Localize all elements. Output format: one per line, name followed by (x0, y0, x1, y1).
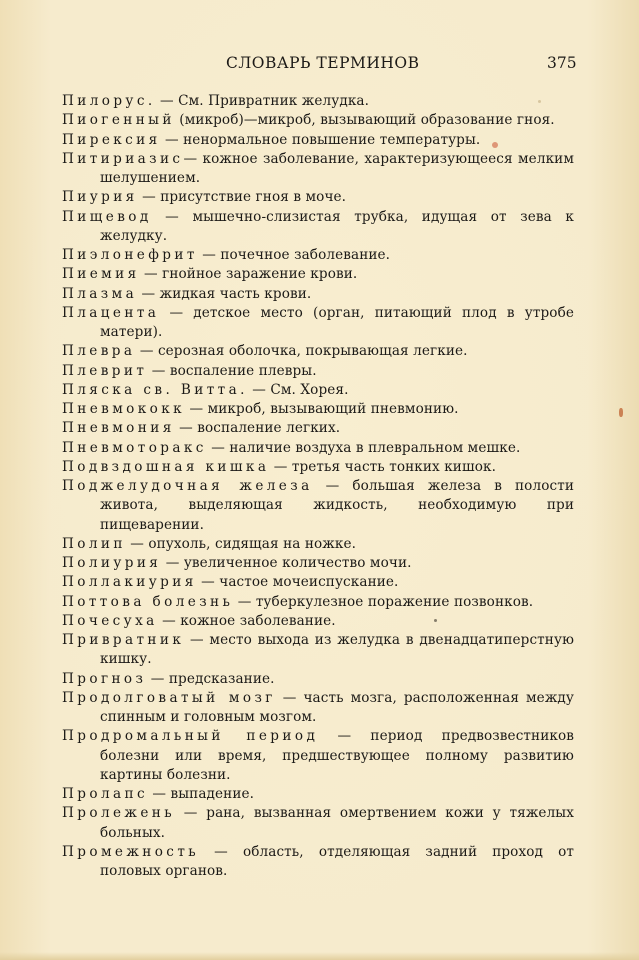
entry-term: Пляска св. Витта. (62, 381, 248, 398)
entry-definition: — часть мозга, расположенная между спинным и головным мозгом. (100, 689, 574, 725)
glossary-entry (62, 188, 574, 207)
entry-definition: — воспаление плевры. (147, 362, 317, 379)
entry-definition: — наличие воздуха в плевральном мешке. (206, 439, 521, 456)
entry-term: Плеврит (62, 362, 148, 379)
entry-term: Продолговатый мозг (62, 689, 276, 706)
entry-definition: — присутствие гноя в моче. (137, 189, 347, 206)
entry-term: Поллакиурия (62, 574, 197, 591)
entry-term: Поджелудочная железа (62, 478, 313, 494)
glossary-entry (62, 670, 574, 689)
glossary-entry (62, 554, 574, 573)
entry-term: Пилорус. (62, 93, 156, 109)
glossary-entry (62, 362, 574, 381)
entry-term: Почесуха (62, 612, 158, 629)
glossary-entry (62, 689, 574, 728)
entry-definition: — рана, вызванная омертвением кожи у тяжелых больных. (100, 805, 574, 841)
entry-term: Подвздошная кишка (62, 458, 270, 475)
entry-term: Привратник (62, 632, 185, 648)
entry-term: Пищевод (62, 208, 152, 225)
glossary-entry (62, 593, 574, 612)
entry-definition: — место выхода из желудка в двенадцатиперстную кишку. (100, 632, 574, 668)
paper-stain (619, 408, 623, 417)
entry-term: Пролапс (62, 786, 148, 802)
glossary-entry (62, 843, 574, 882)
entry-definition: — микроб, вызывающий пневмонию. (185, 401, 459, 417)
entry-term: Плевра (62, 343, 136, 360)
entry-term: Полип (62, 535, 126, 552)
glossary-list (62, 92, 574, 881)
entry-definition: — почечное заболевание. (197, 247, 391, 263)
entry-term: Полиурия (62, 555, 162, 571)
entry-definition: — увеличенное количество мочи. (161, 555, 412, 571)
entry-definition: — ненормальное повышение температуры. (160, 131, 481, 148)
glossary-entry (62, 265, 574, 284)
glossary-entry (62, 342, 574, 361)
entry-term: Плацента (62, 304, 160, 321)
glossary-entry (62, 419, 574, 438)
paper-stain (434, 619, 437, 622)
glossary-entry (62, 612, 574, 631)
entry-definition: — жидкая часть крови. (137, 285, 312, 302)
entry-term: Пирексия (62, 131, 161, 148)
glossary-entry (62, 285, 574, 304)
entry-term: Пиэлонефрит (62, 247, 198, 263)
glossary-entry (62, 458, 574, 477)
entry-term: Продромальный период (62, 728, 319, 745)
entry-definition: — серозная оболочка, покрывающая легкие. (135, 343, 468, 360)
entry-definition: — кожное заболевание. (157, 612, 336, 629)
entry-definition: — область, отделяющая задний проход от половых органов. (100, 843, 574, 879)
glossary-entry (62, 477, 574, 535)
entry-definition: — гнойное заражение крови. (139, 266, 358, 283)
entry-definition: — воспаление легких. (174, 420, 341, 437)
glossary-entry (62, 381, 574, 400)
page-edge (0, 952, 639, 960)
glossary-entry (62, 727, 574, 785)
entry-term: Пиемия (62, 266, 140, 283)
glossary-entry (62, 111, 574, 130)
entry-definition: — мышечно-слизистая трубка, идущая от зева к желудку. (100, 208, 574, 244)
entry-definition: — туберкулезное поражение позвонков. (233, 593, 534, 610)
glossary-entry (62, 208, 574, 247)
glossary-entry (62, 150, 574, 189)
entry-term: Пневмония (62, 420, 175, 437)
entry-definition: — См. Хорея. (247, 381, 349, 398)
glossary-entry (62, 92, 574, 111)
entry-definition: — выпадение. (147, 786, 255, 802)
entry-term: Промежность (62, 843, 200, 860)
entry-definition: — детское место (орган, питающий плод в утробе матери). (100, 304, 574, 340)
glossary-entry (62, 631, 574, 670)
entry-term: Пролежень (62, 805, 176, 822)
entry-definition: — большая железа в полости живота, выделяющая жидкость, необходимую при пищеварении. (100, 478, 574, 533)
entry-term: Пневмоторакс (62, 439, 207, 456)
glossary-entry (62, 246, 574, 265)
glossary-entry (62, 573, 574, 592)
entry-term: Пиурия (62, 189, 138, 206)
glossary-entry (62, 535, 574, 554)
glossary-entry (62, 304, 574, 343)
entry-definition: — третья часть тонких кишок. (269, 458, 497, 475)
paper-stain (538, 100, 541, 103)
paper-stain (492, 142, 498, 148)
entry-term: Поттова болезнь (62, 593, 234, 610)
entry-definition: — частое мочеиспускание. (196, 574, 399, 591)
glossary-entry (62, 804, 574, 843)
entry-definition: (микроб)—микроб, вызывающий образование гноя. (174, 112, 555, 129)
entry-term: Пиогенный (62, 112, 175, 129)
running-header (0, 54, 639, 76)
entry-definition: — опухоль, сидящая на ножке. (125, 535, 357, 552)
entry-definition: — См. Привратник желудка. (155, 93, 370, 109)
glossary-entry (62, 439, 574, 458)
page-number: 375 (547, 54, 577, 72)
entry-term: Питириазис (62, 150, 184, 167)
entry-term: Прогноз (62, 670, 147, 687)
glossary-entry (62, 400, 574, 419)
running-title: СЛОВАРЬ ТЕРМИНОВ (226, 54, 420, 72)
entry-definition: — кожное заболевание, характеризующееся мелким шелушением. (100, 150, 574, 186)
entry-definition: — предсказание. (146, 670, 275, 687)
entry-term: Пневмококк (62, 401, 186, 417)
entry-term: Плазма (62, 285, 138, 302)
entry-definition: — период предвозвестников болезни или время, предшествующее полному развитию картины болезни. (100, 728, 574, 783)
glossary-entry (62, 785, 574, 804)
